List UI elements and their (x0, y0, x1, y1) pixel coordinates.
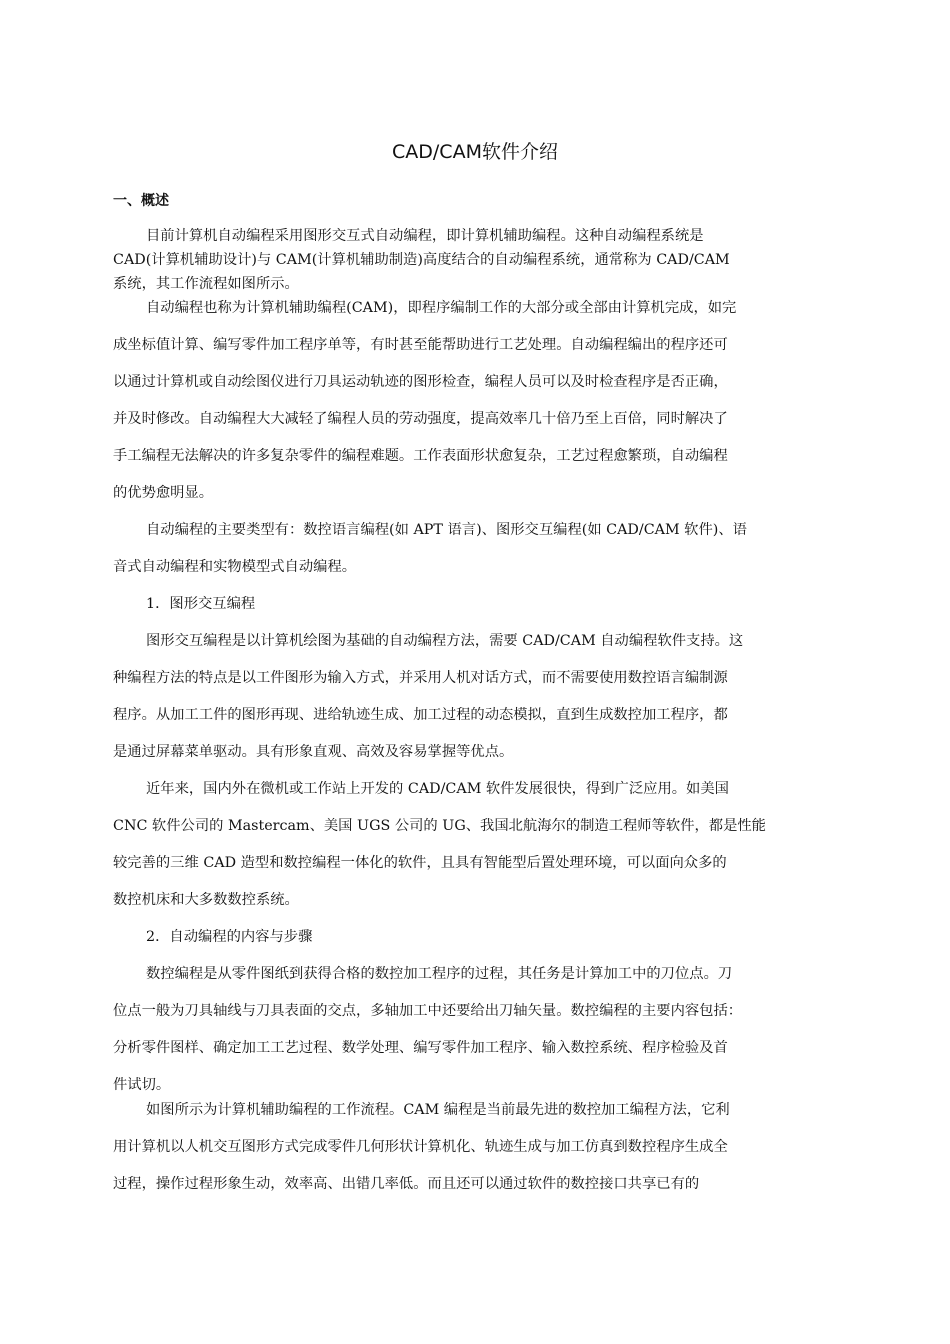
text-line: 并及时修改。自动编程大大减轻了编程人员的劳动强度，提高效率几十倍乃至上百倍，同时解决了 (113, 411, 728, 427)
text-line: 目前计算机自动编程采用图形交互式自动编程，即计算机辅助编程。这种自动编程系统是 (146, 228, 704, 244)
text-line: 音式自动编程和实物模型式自动编程。 (113, 559, 357, 575)
text-line: 较完善的三维 CAD 造型和数控编程一体化的软件，且具有智能型后置处理环境，可以面向众多的 (113, 855, 727, 871)
text-line: 程序。从加工工件的图形再现、进给轨迹生成、加工过程的动态模拟，直到生成数控加工程序，都 (113, 707, 728, 723)
text-line: 数控机床和大多数数控系统。 (113, 892, 299, 908)
text-line: 近年来，国内外在微机或工作站上开发的 CAD/CAM 软件发展很快，得到广泛应用。如美国 (146, 781, 729, 797)
text-line: CAD(计算机辅助设计)与 CAM(计算机辅助制造)高度结合的自动编程系统，通常称为 CAD/CAM (113, 252, 730, 268)
text-line: 是通过屏幕菜单驱动。具有形象直观、高效及容易掌握等优点。 (113, 744, 514, 760)
text-line: 数控编程是从零件图纸到获得合格的数控加工程序的过程，其任务是计算加工中的刀位点。刀 (146, 966, 733, 982)
text-line: 以通过计算机或自动绘图仪进行刀具运动轨迹的图形检查，编程人员可以及时检查程序是否正确， (113, 374, 728, 390)
text-line: 成坐标值计算、编写零件加工程序单等，有时甚至能帮助进行工艺处理。自动编程编出的程序还可 (113, 337, 728, 353)
text-line: 系统，其工作流程如图所示。 (113, 276, 299, 292)
text-line: 分析零件图样、确定加工工艺过程、数学处理、编写零件加工程序、输入数控系统、程序检验及首 (113, 1040, 728, 1056)
text-line: 手工编程无法解决的许多复杂零件的编程难题。工作表面形状愈复杂，工艺过程愈繁琐，自动编程 (113, 448, 728, 464)
text-line: 自动编程的主要类型有：数控语言编程(如 APT 语言)、图形交互编程(如 CAD/CAM 软件)、语 (146, 522, 747, 538)
text-line: 的优势愈明显。 (113, 485, 214, 501)
text-line: CNC 软件公司的 Mastercam、美国 UGS 公司的 UG、我国北航海尔的制造工程师等软件，都是性能 (113, 818, 766, 834)
text-line: 用计算机以人机交互图形方式完成零件几何形状计算机化、轨迹生成与加工仿真到数控程序生成全 (113, 1139, 728, 1155)
text-line: 位点一般为刀具轴线与刀具表面的交点，多轴加工中还要给出刀轴矢量。数控编程的主要内容包括： (113, 1003, 743, 1019)
text-line: 种编程方法的特点是以工件图形为输入方式，并采用人机对话方式，而不需要使用数控语言编制源 (113, 670, 728, 686)
text-line: 图形交互编程是以计算机绘图为基础的自动编程方法，需要 CAD/CAM 自动编程软件支持。这 (146, 633, 744, 649)
text-line: 如图所示为计算机辅助编程的工作流程。CAM 编程是当前最先进的数控加工编程方法，它利 (146, 1102, 730, 1118)
subsection-heading: 2．自动编程的内容与步骤 (146, 929, 313, 945)
text-line: 自动编程也称为计算机辅助编程(CAM)，即程序编制工作的大部分或全部由计算机完成，如完 (146, 300, 737, 316)
text-line: 件试切。 (113, 1077, 171, 1093)
subsection-heading: 1．图形交互编程 (146, 596, 256, 612)
text-line: 过程，操作过程形象生动，效率高、出错几率低。而且还可以通过软件的数控接口共享已有的 (113, 1176, 700, 1192)
page-title: CAD/CAM软件介绍 (392, 141, 558, 163)
paragraph-intro (113, 224, 838, 296)
section-heading: 一、概述 (113, 193, 169, 209)
paragraph-workflow (113, 1092, 838, 1203)
paragraph-auto-programming (113, 290, 838, 1104)
